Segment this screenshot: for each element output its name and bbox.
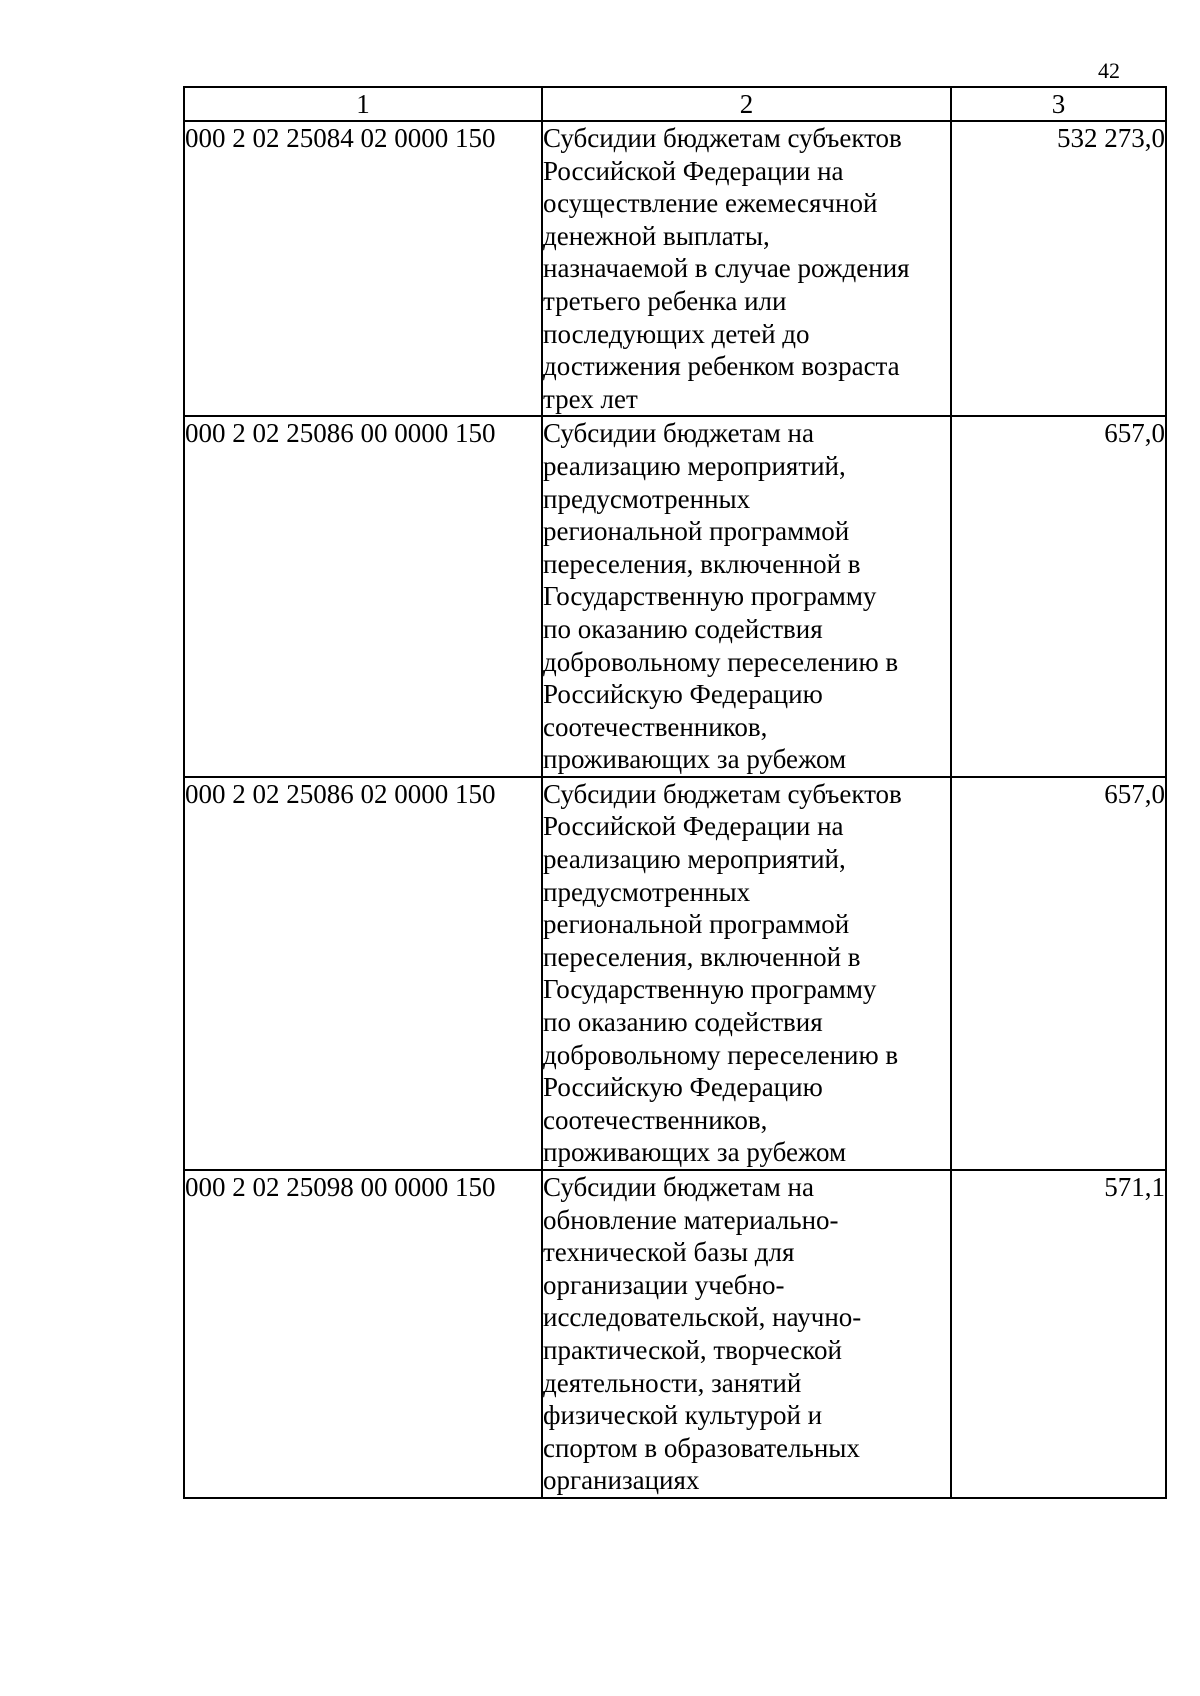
row-amount: 657,0 [951, 416, 1166, 777]
column-header-amount: 3 [951, 87, 1166, 121]
row-amount: 532 273,0 [951, 121, 1166, 416]
row-code: 000 2 02 25098 00 0000 150 [184, 1170, 542, 1498]
description-line: добровольному переселению в [543, 1039, 899, 1070]
description-line: спортом в образовательных [543, 1432, 860, 1463]
description-line: предусмотренных [543, 483, 751, 514]
column-header-code: 1 [184, 87, 542, 121]
description-line: денежной выплаты, [543, 220, 770, 251]
description-line: Субсидии бюджетам субъектов [543, 778, 902, 809]
description-line: Субсидии бюджетам субъектов [543, 123, 902, 153]
description-line: исследовательской, научно- [543, 1302, 862, 1333]
row-description [542, 777, 951, 1170]
budget-table [183, 86, 1167, 1499]
description-line: достижения ребенком возраста [543, 351, 900, 382]
description-line: переселения, включенной в [543, 548, 861, 579]
description-line: осуществление ежемесячной [543, 188, 878, 219]
description-line: организации учебно- [543, 1269, 785, 1300]
description-line: переселения, включенной в [543, 941, 861, 972]
description-line: реализацию мероприятий, [543, 844, 846, 875]
description-line: технической базы для [543, 1237, 795, 1268]
column-header-description: 2 [542, 87, 951, 121]
description-line: предусмотренных [543, 876, 751, 907]
description-line: трех лет [543, 383, 638, 414]
row-code: 000 2 02 25086 00 0000 150 [184, 416, 542, 777]
row-code: 000 2 02 25086 02 0000 150 [184, 777, 542, 1170]
description-line: проживающих за рубежом [543, 744, 847, 775]
description-line: Государственную программу [543, 974, 877, 1005]
page-number: 42 [1098, 58, 1120, 83]
description-line: по оказанию содействия [543, 1007, 823, 1038]
description-line: Государственную программу [543, 581, 877, 612]
description-line: добровольному переселению в [543, 646, 899, 677]
description-line: Российскую Федерацию [543, 679, 823, 710]
description-line: практической, творческой [543, 1334, 842, 1365]
table-header-row [184, 87, 1166, 121]
description-line: Российской Федерации на [543, 155, 844, 186]
description-line: деятельности, занятий [543, 1367, 802, 1398]
row-description [542, 416, 951, 777]
description-line: третьего ребенка или [543, 285, 787, 316]
row-amount: 571,1 [951, 1170, 1166, 1498]
description-line: Субсидии бюджетам на [543, 418, 814, 449]
table-row [184, 1170, 1166, 1498]
description-line: назначаемой в случае рождения [543, 253, 910, 284]
table-row [184, 121, 1166, 416]
description-line: региональной программой [543, 516, 850, 547]
description-line: по оказанию содействия [543, 613, 823, 644]
row-description [542, 1170, 951, 1498]
row-code: 000 2 02 25084 02 0000 150 [184, 121, 542, 416]
row-description [542, 121, 951, 416]
description-line: соотечественников, [543, 1104, 768, 1135]
description-line: региональной программой [543, 909, 850, 940]
description-line: обновление материально- [543, 1204, 839, 1235]
description-line: соотечественников, [543, 711, 768, 742]
description-line: организациях [543, 1465, 700, 1496]
description-line: Субсидии бюджетам на [543, 1172, 814, 1202]
description-line: реализацию мероприятий, [543, 450, 846, 481]
description-line: последующих детей до [543, 318, 810, 349]
table-row [184, 777, 1166, 1170]
description-line: проживающих за рубежом [543, 1137, 847, 1168]
description-line: физической культурой и [543, 1400, 823, 1431]
row-amount: 657,0 [951, 777, 1166, 1170]
description-line: Российскую Федерацию [543, 1072, 823, 1103]
table-row [184, 416, 1166, 777]
description-line: Российской Федерации на [543, 811, 844, 842]
